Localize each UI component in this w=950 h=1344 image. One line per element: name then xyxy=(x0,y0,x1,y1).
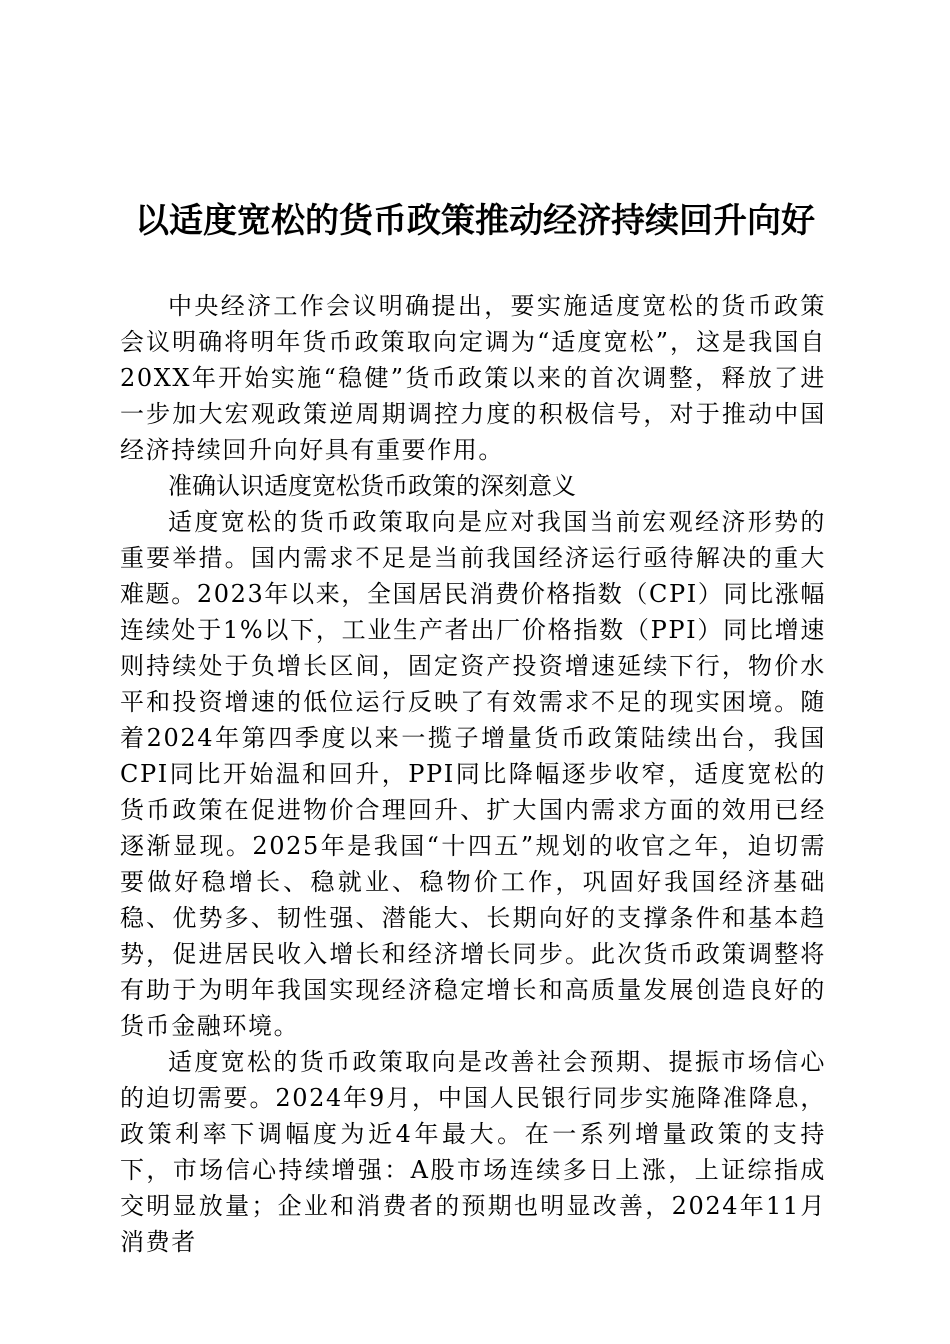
intro-paragraph: 中央经济工作会议明确提出，要实施适度宽松的货币政策会议明确将明年货币政策取向定调为“适度宽松”，这是我国自20XX年开始实施“稳健”货币政策以来的首次调整，释放了进一步加大宏观政策逆周期调控力度的积极信号，对于推动中国经济持续回升向好具有重要作用。 xyxy=(120,292,826,464)
section-paragraph-2: 适度宽松的货币政策取向是改善社会预期、提振市场信心的迫切需要。2024年9月，中国人民银行同步实施降准降息，政策利率下调幅度为近4年最大。在一系列增量政策的支持下，市场信心持续增强：A股市场连续多日上涨，上证综指成交明显放量；企业和消费者的预期也明显改善，2024年11月消费者 xyxy=(120,1048,826,1256)
document-body xyxy=(120,288,826,1260)
section-heading: 准确认识适度宽松货币政策的深刻意义 xyxy=(168,472,576,500)
section-paragraph-1: 适度宽松的货币政策取向是应对我国当前宏观经济形势的重要举措。国内需求不足是当前我国经济运行亟待解决的重大难题。2023年以来，全国居民消费价格指数（CPI）同比涨幅连续处于1%以下，工业生产者出厂价格指数（PPI）同比增速则持续处于负增长区间，固定资产投资增速延续下行，物价水平和投资增速的低位运行反映了有效需求不足的现实困境。随着2024年第四季度以来一揽子增量货币政策陆续出台，我国CPI同比开始温和回升，PPI同比降幅逐步收窄，适度宽松的货币政策在促进物价合理回升、扩大国内需求方面的效用已经逐渐显现。2025年是我国“十四五”规划的收官之年，迫切需要做好稳增长、稳就业、稳物价工作，巩固好我国经济基础稳、优势多、韧性强、潜能大、长期向好的支撑条件和基本趋势，促进居民收入增长和经济增长同步。此次货币政策调整将有助于为明年我国实现经济稳定增长和高质量发展创造良好的货币金融环境。 xyxy=(120,508,826,1040)
document-title: 以适度宽松的货币政策推动经济持续回升向好 xyxy=(135,201,815,241)
